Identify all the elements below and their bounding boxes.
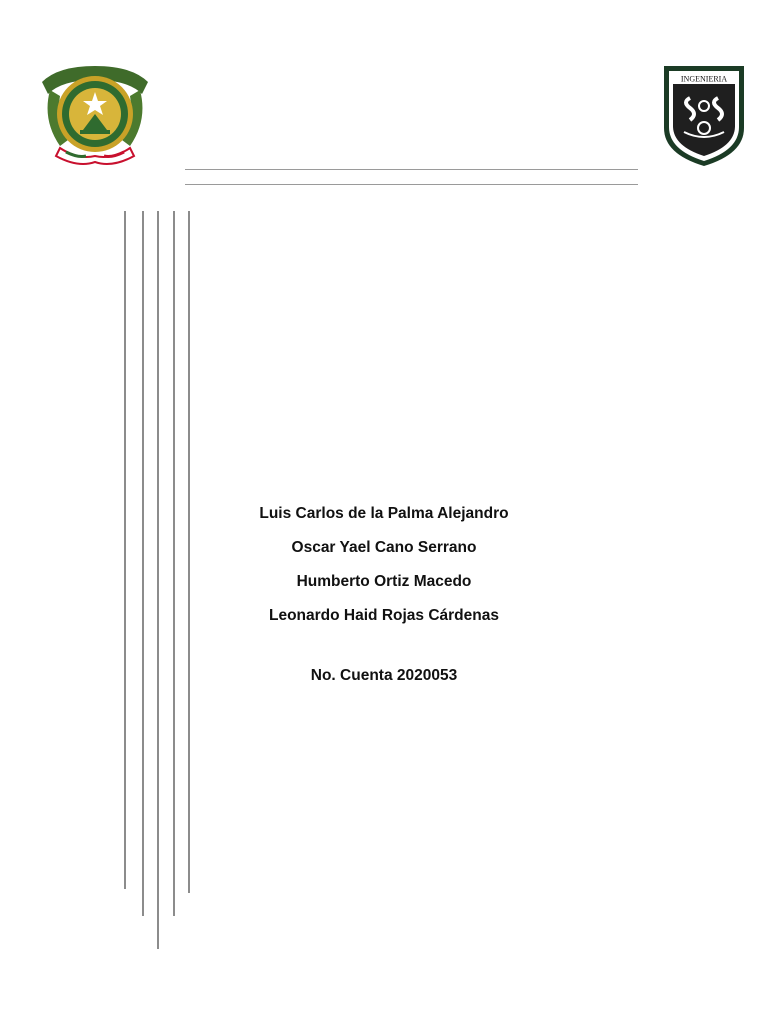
author-name: Humberto Ortiz Macedo — [296, 573, 472, 590]
author-list — [184, 500, 584, 636]
author-name: Luis Carlos de la Palma Alejandro — [259, 505, 509, 522]
header-rule-top — [185, 169, 638, 170]
author-name: Leonardo Haid Rojas Cárdenas — [269, 607, 499, 624]
svg-text:INGENIERIA: INGENIERIA — [680, 74, 728, 84]
vertical-rule — [173, 211, 175, 916]
vertical-rule — [157, 211, 159, 949]
engineering-shield-icon — [660, 62, 748, 170]
account-number: No. Cuenta 2020053 — [310, 667, 458, 684]
vertical-rule — [142, 211, 144, 916]
author-name: Oscar Yael Cano Serrano — [291, 539, 477, 556]
header-rule-bottom — [185, 184, 638, 185]
vertical-rule — [124, 211, 126, 889]
university-crest-icon — [38, 60, 152, 168]
